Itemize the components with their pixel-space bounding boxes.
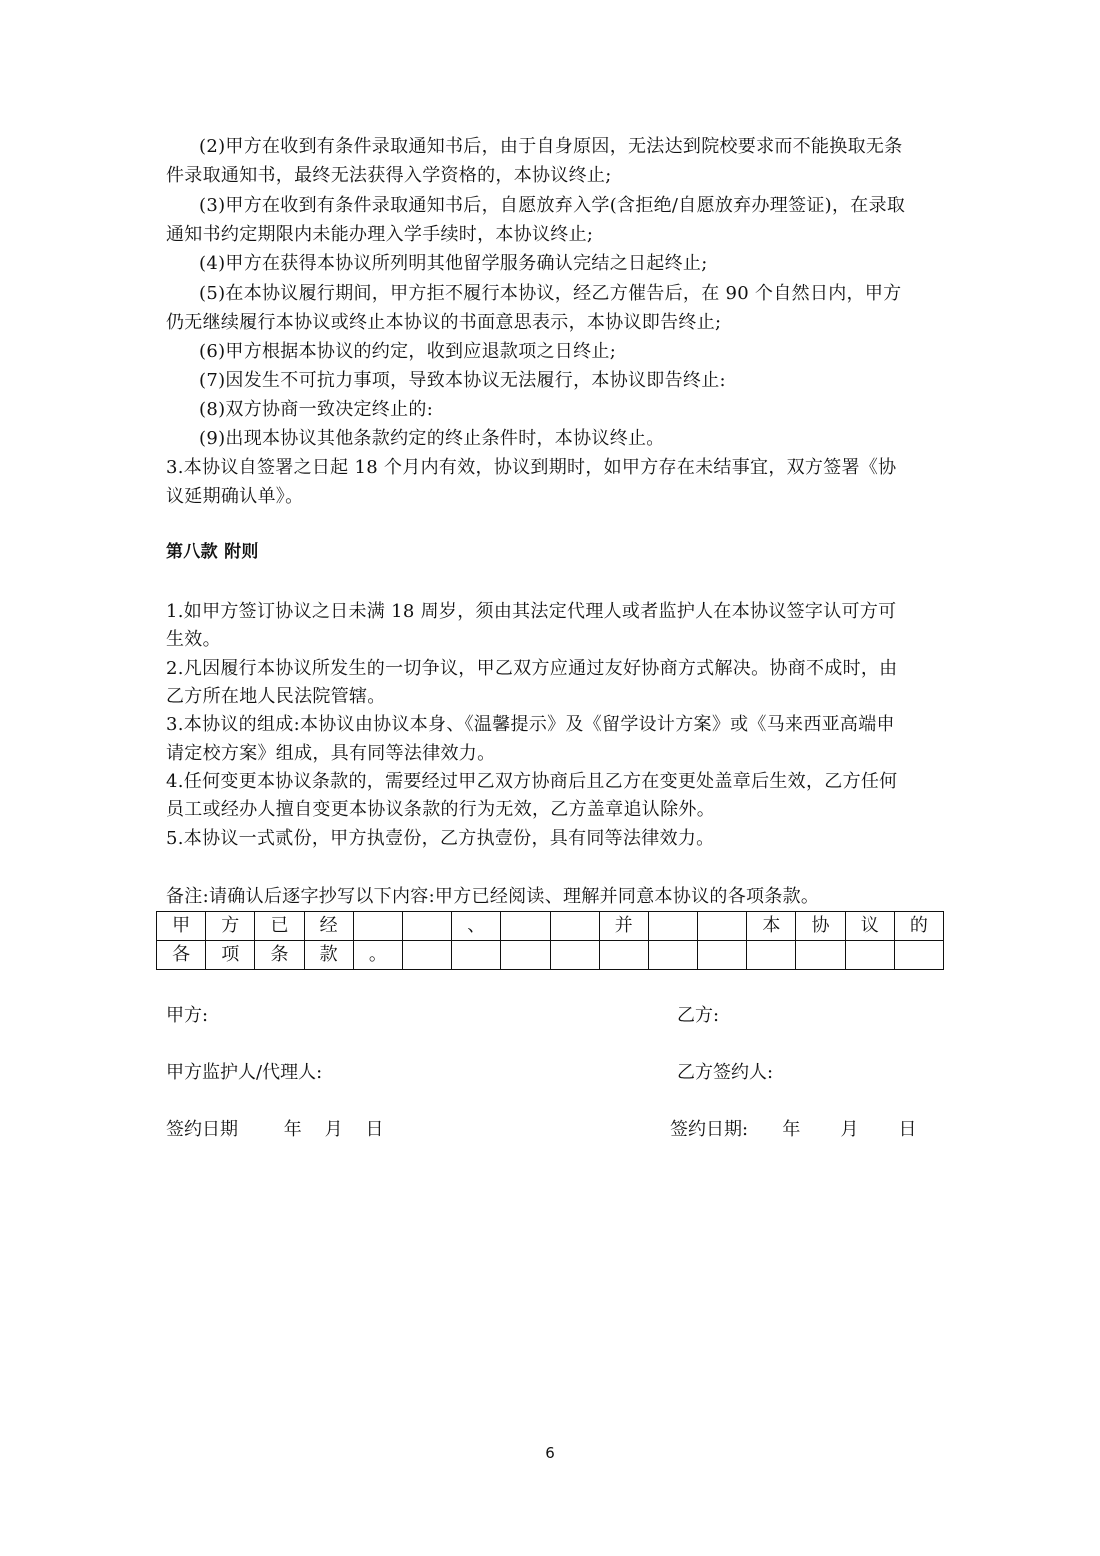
grid-cell[interactable]: 各 <box>157 941 206 970</box>
grid-cell[interactable] <box>845 941 894 970</box>
grid-cell[interactable]: 甲 <box>157 912 206 941</box>
grid-cell[interactable] <box>501 941 550 970</box>
clause-line: (6)甲方根据本协议的约定，收到应退款项之日终止; <box>199 341 617 362</box>
grid-cell[interactable] <box>648 941 697 970</box>
grid-cell[interactable] <box>501 912 550 941</box>
clause-line: 4.任何变更本协议条款的，需要经过甲乙双方协商后且乙方在变更处盖章后生效，乙方任何 <box>166 771 898 792</box>
grid-cell[interactable] <box>452 941 501 970</box>
clause-line: 3.本协议的组成:本协议由协议本身、《温馨提示》及《留学设计方案》或《马来西亚高端申 <box>166 714 895 735</box>
party-b-date: 签约日期: 年 月 日 <box>670 1119 917 1140</box>
party-b-label: 乙方: <box>677 1005 720 1026</box>
grid-cell[interactable] <box>402 941 451 970</box>
grid-cell[interactable] <box>648 912 697 941</box>
copy-note: 备注:请确认后逐字抄写以下内容:甲方已经阅读、理解并同意本协议的各项条款。 <box>166 886 820 907</box>
clause-line: (9)出现本协议其他条款约定的终止条件时，本协议终止。 <box>199 428 665 449</box>
grid-cell[interactable] <box>599 941 648 970</box>
clause-line: (5)在本协议履行期间，甲方拒不履行本协议，经乙方催告后，在 90 个自然日内，甲方 <box>199 283 902 304</box>
copy-grid[interactable] <box>156 911 944 970</box>
grid-cell[interactable]: 议 <box>845 912 894 941</box>
clause-line: 请定校方案》组成，具有同等法律效力。 <box>166 743 496 764</box>
grid-cell[interactable] <box>402 912 451 941</box>
grid-cell[interactable]: 经 <box>304 912 353 941</box>
grid-cell[interactable] <box>550 912 599 941</box>
party-a-date: 签约日期 年 月 日 <box>166 1119 384 1140</box>
party-a-label: 甲方: <box>166 1005 209 1026</box>
grid-cell[interactable] <box>353 912 402 941</box>
grid-cell[interactable]: 本 <box>747 912 796 941</box>
clause-line: 件录取通知书，最终无法获得入学资格的，本协议终止; <box>166 165 612 186</box>
section-heading: 第八款 附则 <box>166 542 259 562</box>
clause-line: 生效。 <box>166 629 221 650</box>
clause-line: 仍无继续履行本协议或终止本协议的书面意思表示，本协议即告终止; <box>166 312 722 333</box>
clause-line: 2.凡因履行本协议所发生的一切争议，甲乙双方应通过友好协商方式解决。协商不成时，由 <box>166 658 898 679</box>
grid-cell[interactable] <box>796 941 845 970</box>
grid-cell[interactable]: 。 <box>353 941 402 970</box>
grid-cell[interactable]: 款 <box>304 941 353 970</box>
clause-line: 员工或经办人擅自变更本协议条款的行为无效，乙方盖章追认除外。 <box>166 799 715 820</box>
grid-cell[interactable] <box>698 912 747 941</box>
clause-line: 5.本协议一式贰份，甲方执壹份，乙方执壹份，具有同等法律效力。 <box>166 828 715 849</box>
clause-line: 3.本协议自签署之日起 18 个月内有效，协议到期时，如甲方存在未结事宜，双方签署《协 <box>166 457 897 478</box>
clause-line: (2)甲方在收到有条件录取通知书后，由于自身原因，无法达到院校要求而不能换取无条 <box>199 136 903 157</box>
grid-cell[interactable]: 并 <box>599 912 648 941</box>
grid-cell[interactable]: 的 <box>894 912 943 941</box>
grid-cell[interactable] <box>550 941 599 970</box>
grid-cell[interactable] <box>894 941 943 970</box>
clause-line: 乙方所在地人民法院管辖。 <box>166 686 386 707</box>
grid-cell[interactable]: 已 <box>255 912 304 941</box>
guardian-label: 甲方监护人/代理人: <box>166 1062 323 1083</box>
grid-cell[interactable] <box>698 941 747 970</box>
page-number: 6 <box>545 1444 555 1462</box>
grid-cell[interactable] <box>747 941 796 970</box>
clause-line: (7)因发生不可抗力事项，导致本协议无法履行，本协议即告终止: <box>199 370 726 391</box>
clause-line: (3)甲方在收到有条件录取通知书后，自愿放弃入学(含拒绝/自愿放弃办理签证)，在录取 <box>199 195 906 216</box>
clause-line: 通知书约定期限内未能办理入学手续时，本协议终止; <box>166 224 594 245</box>
party-b-signer-label: 乙方签约人: <box>677 1062 774 1083</box>
grid-row <box>157 912 944 941</box>
clause-line: (4)甲方在获得本协议所列明其他留学服务确认完结之日起终止; <box>199 253 708 274</box>
grid-cell[interactable]: 方 <box>206 912 255 941</box>
grid-cell[interactable]: 协 <box>796 912 845 941</box>
grid-cell[interactable]: 项 <box>206 941 255 970</box>
clause-line: (8)双方协商一致决定终止的: <box>199 399 434 420</box>
clause-line: 1.如甲方签订协议之日未满 18 周岁，须由其法定代理人或者监护人在本协议签字认可方可 <box>166 601 897 622</box>
grid-cell[interactable]: 条 <box>255 941 304 970</box>
grid-row <box>157 941 944 970</box>
grid-cell[interactable]: 、 <box>452 912 501 941</box>
clause-line: 议延期确认单》。 <box>166 486 304 507</box>
